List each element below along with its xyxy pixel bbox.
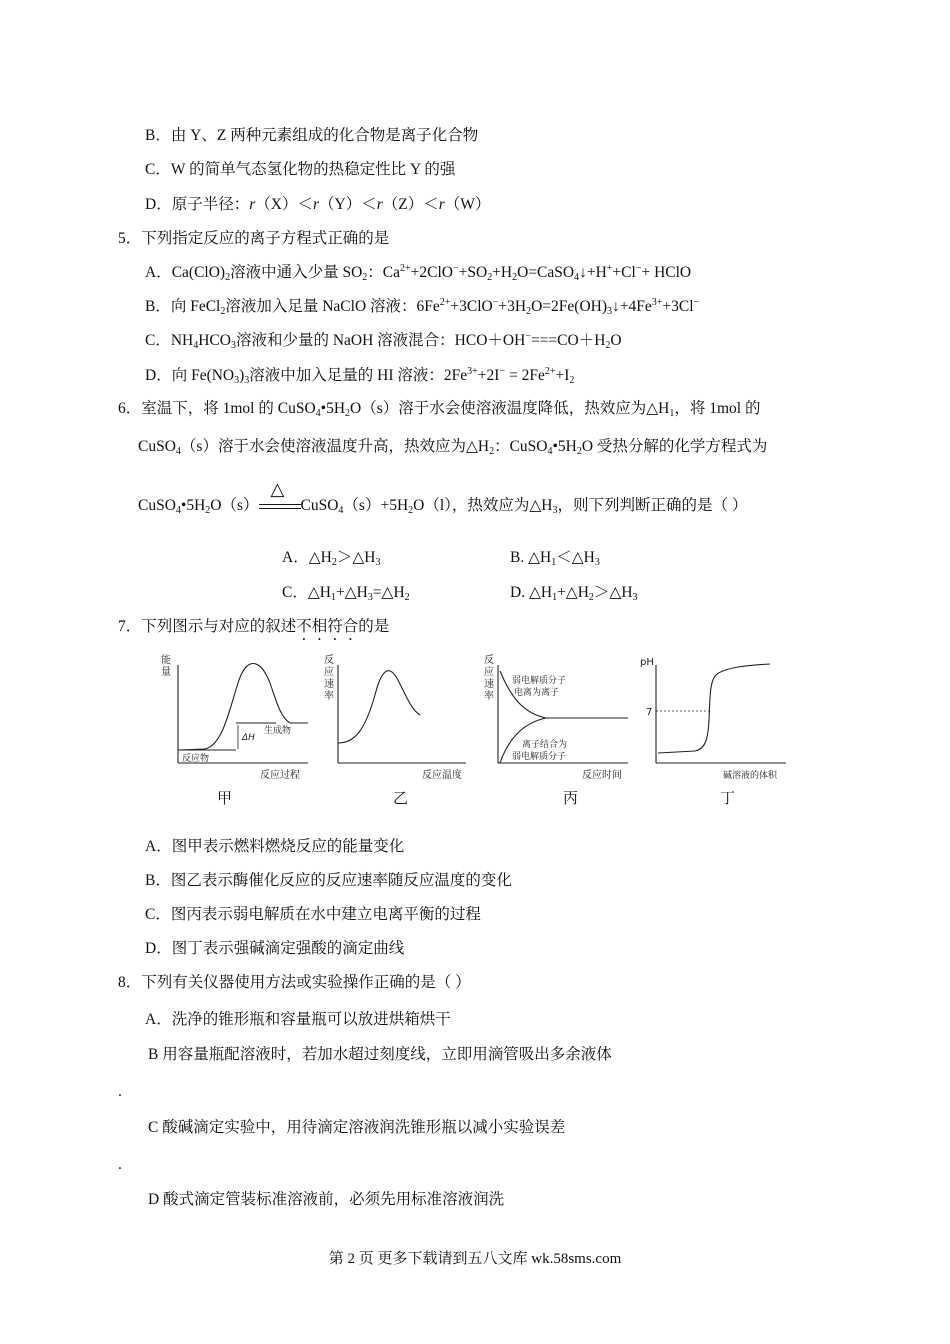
q5-option-b: B．向 FeCl$_2$溶液加入足量 NaClO 溶液：$6Fe^{2+}+3ClO^-+3H_2O=2Fe(OH)_3↓+4Fe^{3+}+3Cl^-$ [145, 297, 700, 317]
q6-stem-line3: $CuSO_4•5H_2O(s)$ △ $CuSO_4(s)+5H_2O(l)$，热效应为$\triangle H_3$，则下列判断正确的是（ ） [138, 479, 748, 516]
yi-y-label-3: 速 [324, 679, 334, 690]
caption-yi: 乙 [393, 791, 409, 807]
ding-seven-tick: 7 [646, 707, 653, 718]
bing-y-label-1: 反 [484, 655, 494, 666]
yi-y-label-1: 反 [324, 655, 334, 666]
q5-option-d: D．向 $Fe(NO_3)_3$溶液中加入足量的 HI 溶液：$2Fe^{3+}+2I^- = 2Fe^{2+}+I_2$ [145, 366, 575, 386]
caption-ding: 丁 [720, 791, 736, 807]
jia-y-label-2: 量 [161, 667, 171, 678]
q8-stray-dot-2: . [118, 1156, 122, 1173]
q6-option-c: C．$\triangle H_1+\triangle H_3=\triangle H_2$ [282, 584, 410, 603]
q7-stem: 7．下列图示与对应的叙述不相符合的是 [118, 618, 390, 635]
bing-upper-label-2: 电离为离子 [514, 688, 560, 698]
yi-y-label-4: 率 [324, 691, 334, 702]
bing-y-label-2: 应 [484, 667, 494, 678]
jia-reactant-label: 反应物 [182, 754, 210, 764]
page-footer: 第 2 页 更多下载请到五八文库 wk.58sms.com [328, 1251, 622, 1267]
q6-stem-line2: CuSO$_4$（s）溶于水会使溶液温度升高，热效应为$\triangle H_2$：$CuSO_4•5H_2O$ 受热分解的化学方程式为 [138, 438, 768, 457]
figure-ding-diagram [656, 664, 786, 763]
heat-triangle: △ [270, 479, 285, 499]
bing-y-label-3: 速 [484, 679, 494, 690]
figure-yi-diagram [338, 665, 466, 763]
q4-option-b: B．由 Y、Z 两种元素组成的化合物是离子化合物 [145, 127, 479, 144]
heat-condition-arrow [259, 479, 301, 516]
q7-option-d: D．图丁表示强碱滴定强酸的滴定曲线 [145, 940, 405, 957]
ding-x-label: 碱溶液的体积 [723, 771, 778, 781]
q8-stray-dot-1: . [118, 1083, 122, 1100]
q5-option-c: C．$NH_4HCO_3$溶液和少量的 NaOH 溶液混合：$HCO+OH^-===CO+H_2O$ [145, 331, 622, 351]
q7-option-c: C．图丙表示弱电解质在水中建立电离平衡的过程 [145, 906, 481, 923]
caption-jia: 甲 [217, 791, 233, 807]
q5-option-a: A．$Ca(ClO)_2$溶液中通入少量 $SO_2$：$Ca^{2+}+2ClO^-+SO_2+H_2O=CaSO_4↓+H^++Cl^-+$ HClO [145, 263, 692, 283]
bing-lower-label-1: 离子结合为 [522, 740, 568, 750]
yi-x-label: 反应温度 [422, 770, 462, 781]
jia-y-label-1: 能 [161, 655, 171, 666]
q4-option-c: C．W 的简单气态氢化物的热稳定性比 Y 的强 [145, 161, 456, 178]
q8-option-a: A．洗净的锥形瓶和容量瓶可以放进烘箱烘干 [145, 1011, 451, 1028]
q8-stem: 8．下列有关仪器使用方法或实验操作正确的是（ ） [118, 974, 471, 991]
jia-dh-label: ΔH [242, 733, 255, 743]
q5-stem: 5．下列指定反应的离子方程式正确的是 [118, 230, 390, 247]
figure-jia-diagram [178, 664, 308, 764]
q8-option-b: B 用容量瓶配溶液时，若加水超过刻度线，立即用滴管吸出多余液体 [148, 1046, 612, 1063]
bing-x-label: 反应时间 [582, 770, 622, 781]
q6-option-b: B. $\triangle H_1<\triangle H_3$ [510, 549, 600, 568]
q7-option-b: B．图乙表示酶催化反应的反应速率随反应温度的变化 [145, 872, 512, 889]
q8-option-d: D 酸式滴定管装标准溶液前，必须先用标准溶液润洗 [148, 1191, 505, 1208]
jia-product-label: 生成物 [264, 726, 292, 736]
q6-stem-line1: 6．室温下，将 1mol 的 $CuSO_4•5H_2O(s)$溶于水会使溶液温度降低，热效应为$\triangle H_1$，将 1mol 的 [118, 400, 761, 419]
q7-figures [150, 645, 810, 790]
caption-bing: 丙 [563, 791, 579, 807]
bing-upper-label-1: 弱电解质分子 [512, 676, 567, 686]
jia-x-label: 反应过程 [260, 770, 300, 781]
q8-option-c: C 酸碱滴定实验中，用待滴定溶液润洗锥形瓶以减小实验误差 [148, 1119, 566, 1136]
yi-y-label-2: 应 [324, 667, 334, 678]
bing-y-label-4: 率 [484, 691, 494, 702]
q6-option-a: A．$\triangle H_2>\triangle H_3$ [282, 549, 381, 568]
q4-option-d: D．原子半径：r（X）＜r（Y）＜r（Z）＜r（W） [145, 196, 491, 213]
emphasis-text: 不相符合 [296, 618, 359, 635]
bing-lower-label-2: 弱电解质分子 [512, 752, 567, 762]
ding-y-label: pH [640, 657, 654, 668]
q6-option-d: D. $\triangle H_1+\triangle H_2>\triangle H_3$ [510, 584, 638, 603]
q7-option-a: A．图甲表示燃料燃烧反应的能量变化 [145, 838, 405, 855]
